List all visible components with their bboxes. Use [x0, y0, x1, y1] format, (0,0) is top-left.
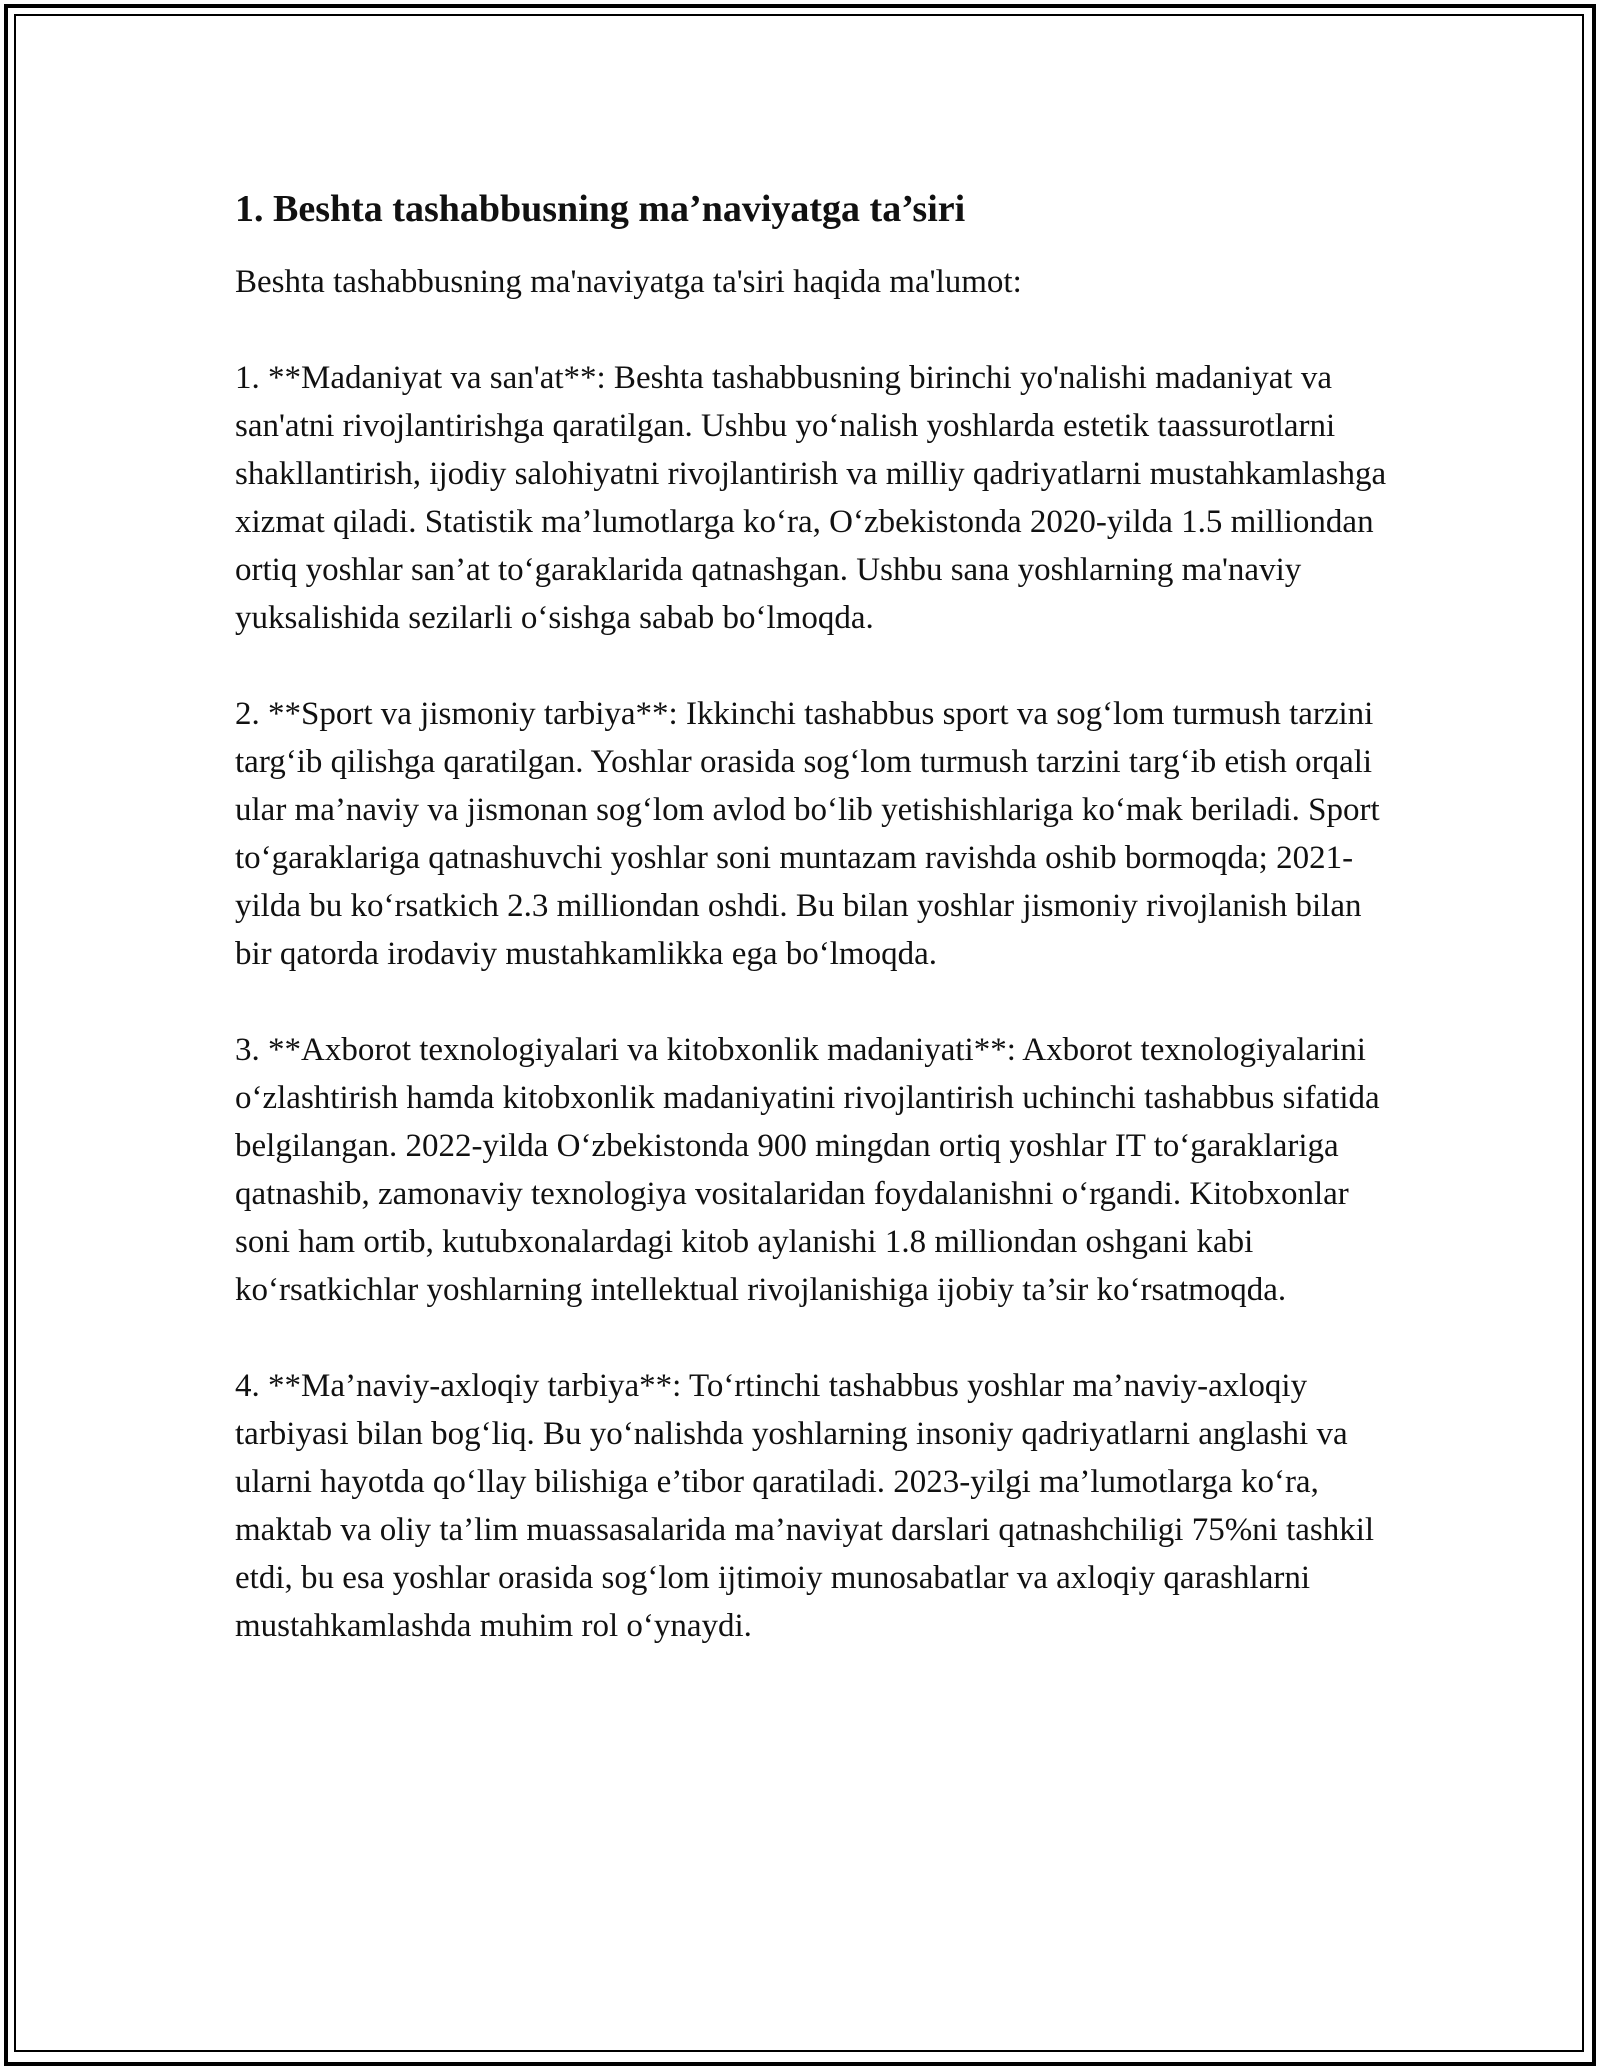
paragraph-it-reading: 3. **Axborot texnologiyalari va kitobxonlik madaniyati**: Axborot texnologiyalarini o‘zlashtirish hamda kitobxonlik madaniyatini rivojlantirish uchinchi tashabbus sifatida belgilangan. 2022-yilda O‘zbekistonda 900 mingdan ortiq yoshlar IT to‘garaklariga qatnashib, zamonaviy texnologiya vositalaridan foydalanishni o‘rgandi. Kitobxonlar soni ham ortib, kutubxonalardagi kitob aylanishi 1.8 milliondan oshgani kabi ko‘rsatkichlar yoshlarning intellektual rivojlanishiga ijobiy ta’sir ko‘rsatmoqda.: [235, 1032, 1380, 1308]
paragraph-culture-art: 1. **Madaniyat va san'at**: Beshta tashabbusning birinchi yo'nalishi madaniyat va san'atni rivojlantirishga qaratilgan. Ushbu yo‘nalish yoshlarda estetik taassurotlarni shakllantirish, ijodiy salohiyatni rivojlantirish va milliy qadriyatlarni mustahkamlashga xizmat qiladi. Statistik ma’lumotlarga ko‘ra, O‘zbekistonda 2020-yilda 1.5 milliondan ortiq yoshlar san’at to‘garaklarida qatnashgan. Ushbu sana yoshlarning ma'naviy yuksalishida sezilarli o‘sishga sabab bo‘lmoqda.: [235, 360, 1387, 636]
paragraph-moral-education: 4. **Ma’naviy-axloqiy tarbiya**: To‘rtinchi tashabbus yoshlar ma’naviy-axloqiy tarbiyasi bilan bog‘liq. Bu yo‘nalishda yoshlarning insoniy qadriyatlarni anglashi va ularni hayotda qo‘llay bilishiga e’tibor qaratiladi. 2023-yilgi ma’lumotlarga ko‘ra, maktab va oliy ta’lim muassasalarida ma’naviyat darslari qatnashchiligi 75%ni tashkil etdi, bu esa yoshlar orasida sog‘lom ijtimoiy munosabatlar va axloqiy qarashlarni mustahkamlashda muhim rol o‘ynaydi.: [235, 1368, 1375, 1644]
intro-paragraph: Beshta tashabbusning ma'naviyatga ta'siri haqida ma'lumot:: [235, 264, 1022, 300]
document-body: [235, 185, 1395, 1650]
page-title: 1. Beshta tashabbusning ma’naviyatga ta’siri: [235, 188, 966, 230]
paragraph-sport: 2. **Sport va jismoniy tarbiya**: Ikkinchi tashabbus sport va sog‘lom turmush tarzini targ‘ib qilishga qaratilgan. Yoshlar orasida sog‘lom turmush tarzini targ‘ib etish orqali ular ma’naviy va jismonan sog‘lom avlod bo‘lib yetishishlariga ko‘mak beriladi. Sport to‘garaklariga qatnashuvchi yoshlar soni muntazam ravishda oshib bormoqda; 2021-yilda bu ko‘rsatkich 2.3 milliondan oshdi. Bu bilan yoshlar jismoniy rivojlanish bilan bir qatorda irodaviy mustahkamlikka ega bo‘lmoqda.: [235, 696, 1380, 972]
